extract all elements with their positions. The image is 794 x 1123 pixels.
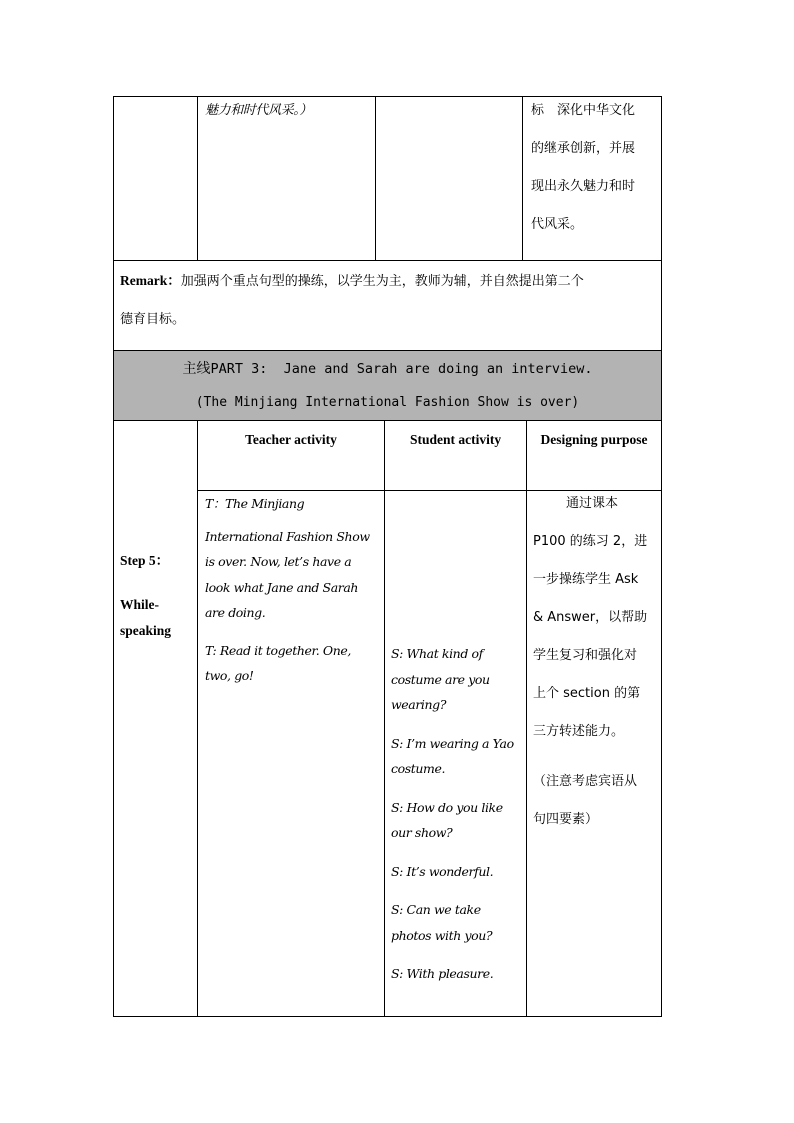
- text-line: P100 的练习 2，进: [533, 534, 648, 549]
- phase-line: speaking: [120, 623, 172, 638]
- part-header-title: PART 3: Jane and Sarah are doing an interview.: [210, 361, 593, 377]
- text-line: are doing.: [205, 605, 266, 620]
- header-designing-purpose: Designing purpose: [540, 432, 648, 447]
- remark-text: 德育目标。: [120, 312, 186, 327]
- text-line: T：The Minjiang: [205, 496, 305, 511]
- text-line: wearing?: [391, 697, 447, 712]
- row-divider: [113, 420, 662, 421]
- text-line: S: What kind of: [391, 646, 483, 661]
- text-line: 代风采。: [531, 217, 584, 232]
- designing-purpose-cell: [533, 485, 661, 839]
- text-line: 通过课本: [565, 496, 618, 511]
- header-teacher-activity: Teacher activity: [245, 432, 337, 447]
- col-divider: [375, 96, 376, 260]
- student-activity-cell: [391, 641, 525, 987]
- col-divider: [522, 96, 523, 260]
- header-student-activity: Student activity: [409, 432, 502, 447]
- remark-label: Remark：: [120, 273, 181, 288]
- text-line: S: It’s wonderful.: [391, 863, 494, 879]
- text-line: T: Read it together. One,: [205, 642, 351, 658]
- part-header: [114, 351, 661, 420]
- col-divider: [384, 420, 385, 1017]
- table-left-border: [113, 96, 114, 1017]
- phase-label: [120, 592, 171, 644]
- text-line: 现出永久魅力和时: [531, 179, 636, 194]
- col-divider: [197, 420, 198, 1017]
- phase-line: While-: [120, 597, 159, 612]
- text-line: look what Jane and Sarah: [205, 579, 359, 595]
- part-header-prefix: 主线: [182, 361, 211, 377]
- cell-text: 魅力和时代风采。）: [205, 103, 312, 118]
- step-label: Step 5：: [120, 553, 170, 568]
- text-line: is over. Now, let’s have a: [205, 554, 352, 569]
- part-header-subtitle: (The Minjiang International Fashion Show is over): [195, 395, 580, 410]
- text-line: S: How do you like: [391, 799, 503, 815]
- remark-block: [120, 262, 660, 339]
- text-line: S: Can we take: [391, 902, 481, 917]
- text-line: 句四要素）: [533, 812, 599, 827]
- text-line: （注意考虑宾语从: [533, 774, 638, 789]
- text-line: 学生复习和强化对: [533, 648, 638, 663]
- table-right-border: [661, 96, 662, 1017]
- text-line: our show?: [391, 825, 453, 840]
- row-divider: [113, 260, 662, 261]
- text-line: 三方转述能力。: [533, 724, 625, 739]
- remark-text: 加强两个重点句型的操练，以学生为主，教师为辅，并自然提出第二个: [180, 274, 584, 289]
- text-line: two, go!: [205, 668, 254, 683]
- text-line: photos with you?: [391, 927, 493, 943]
- text-line: costume are you: [391, 671, 490, 687]
- text-line: 标 深化中华文化: [531, 103, 636, 118]
- cell-text-block: [531, 92, 659, 244]
- teacher-activity-cell: [205, 491, 383, 689]
- text-line: & Answer，以帮助: [533, 610, 648, 625]
- col-divider: [526, 420, 527, 1017]
- text-line: 的继承创新，并展: [531, 141, 636, 156]
- text-line: S: I’m wearing a Yao: [391, 735, 514, 751]
- table-bottom-border: [113, 1016, 662, 1017]
- col-divider: [197, 96, 198, 260]
- text-line: 一步操练学生 Ask: [533, 572, 639, 587]
- text-line: International Fashion Show: [205, 528, 370, 544]
- text-line: costume.: [391, 761, 446, 776]
- text-line: S: With pleasure.: [391, 966, 494, 981]
- text-line: 上个 section 的第: [533, 686, 641, 701]
